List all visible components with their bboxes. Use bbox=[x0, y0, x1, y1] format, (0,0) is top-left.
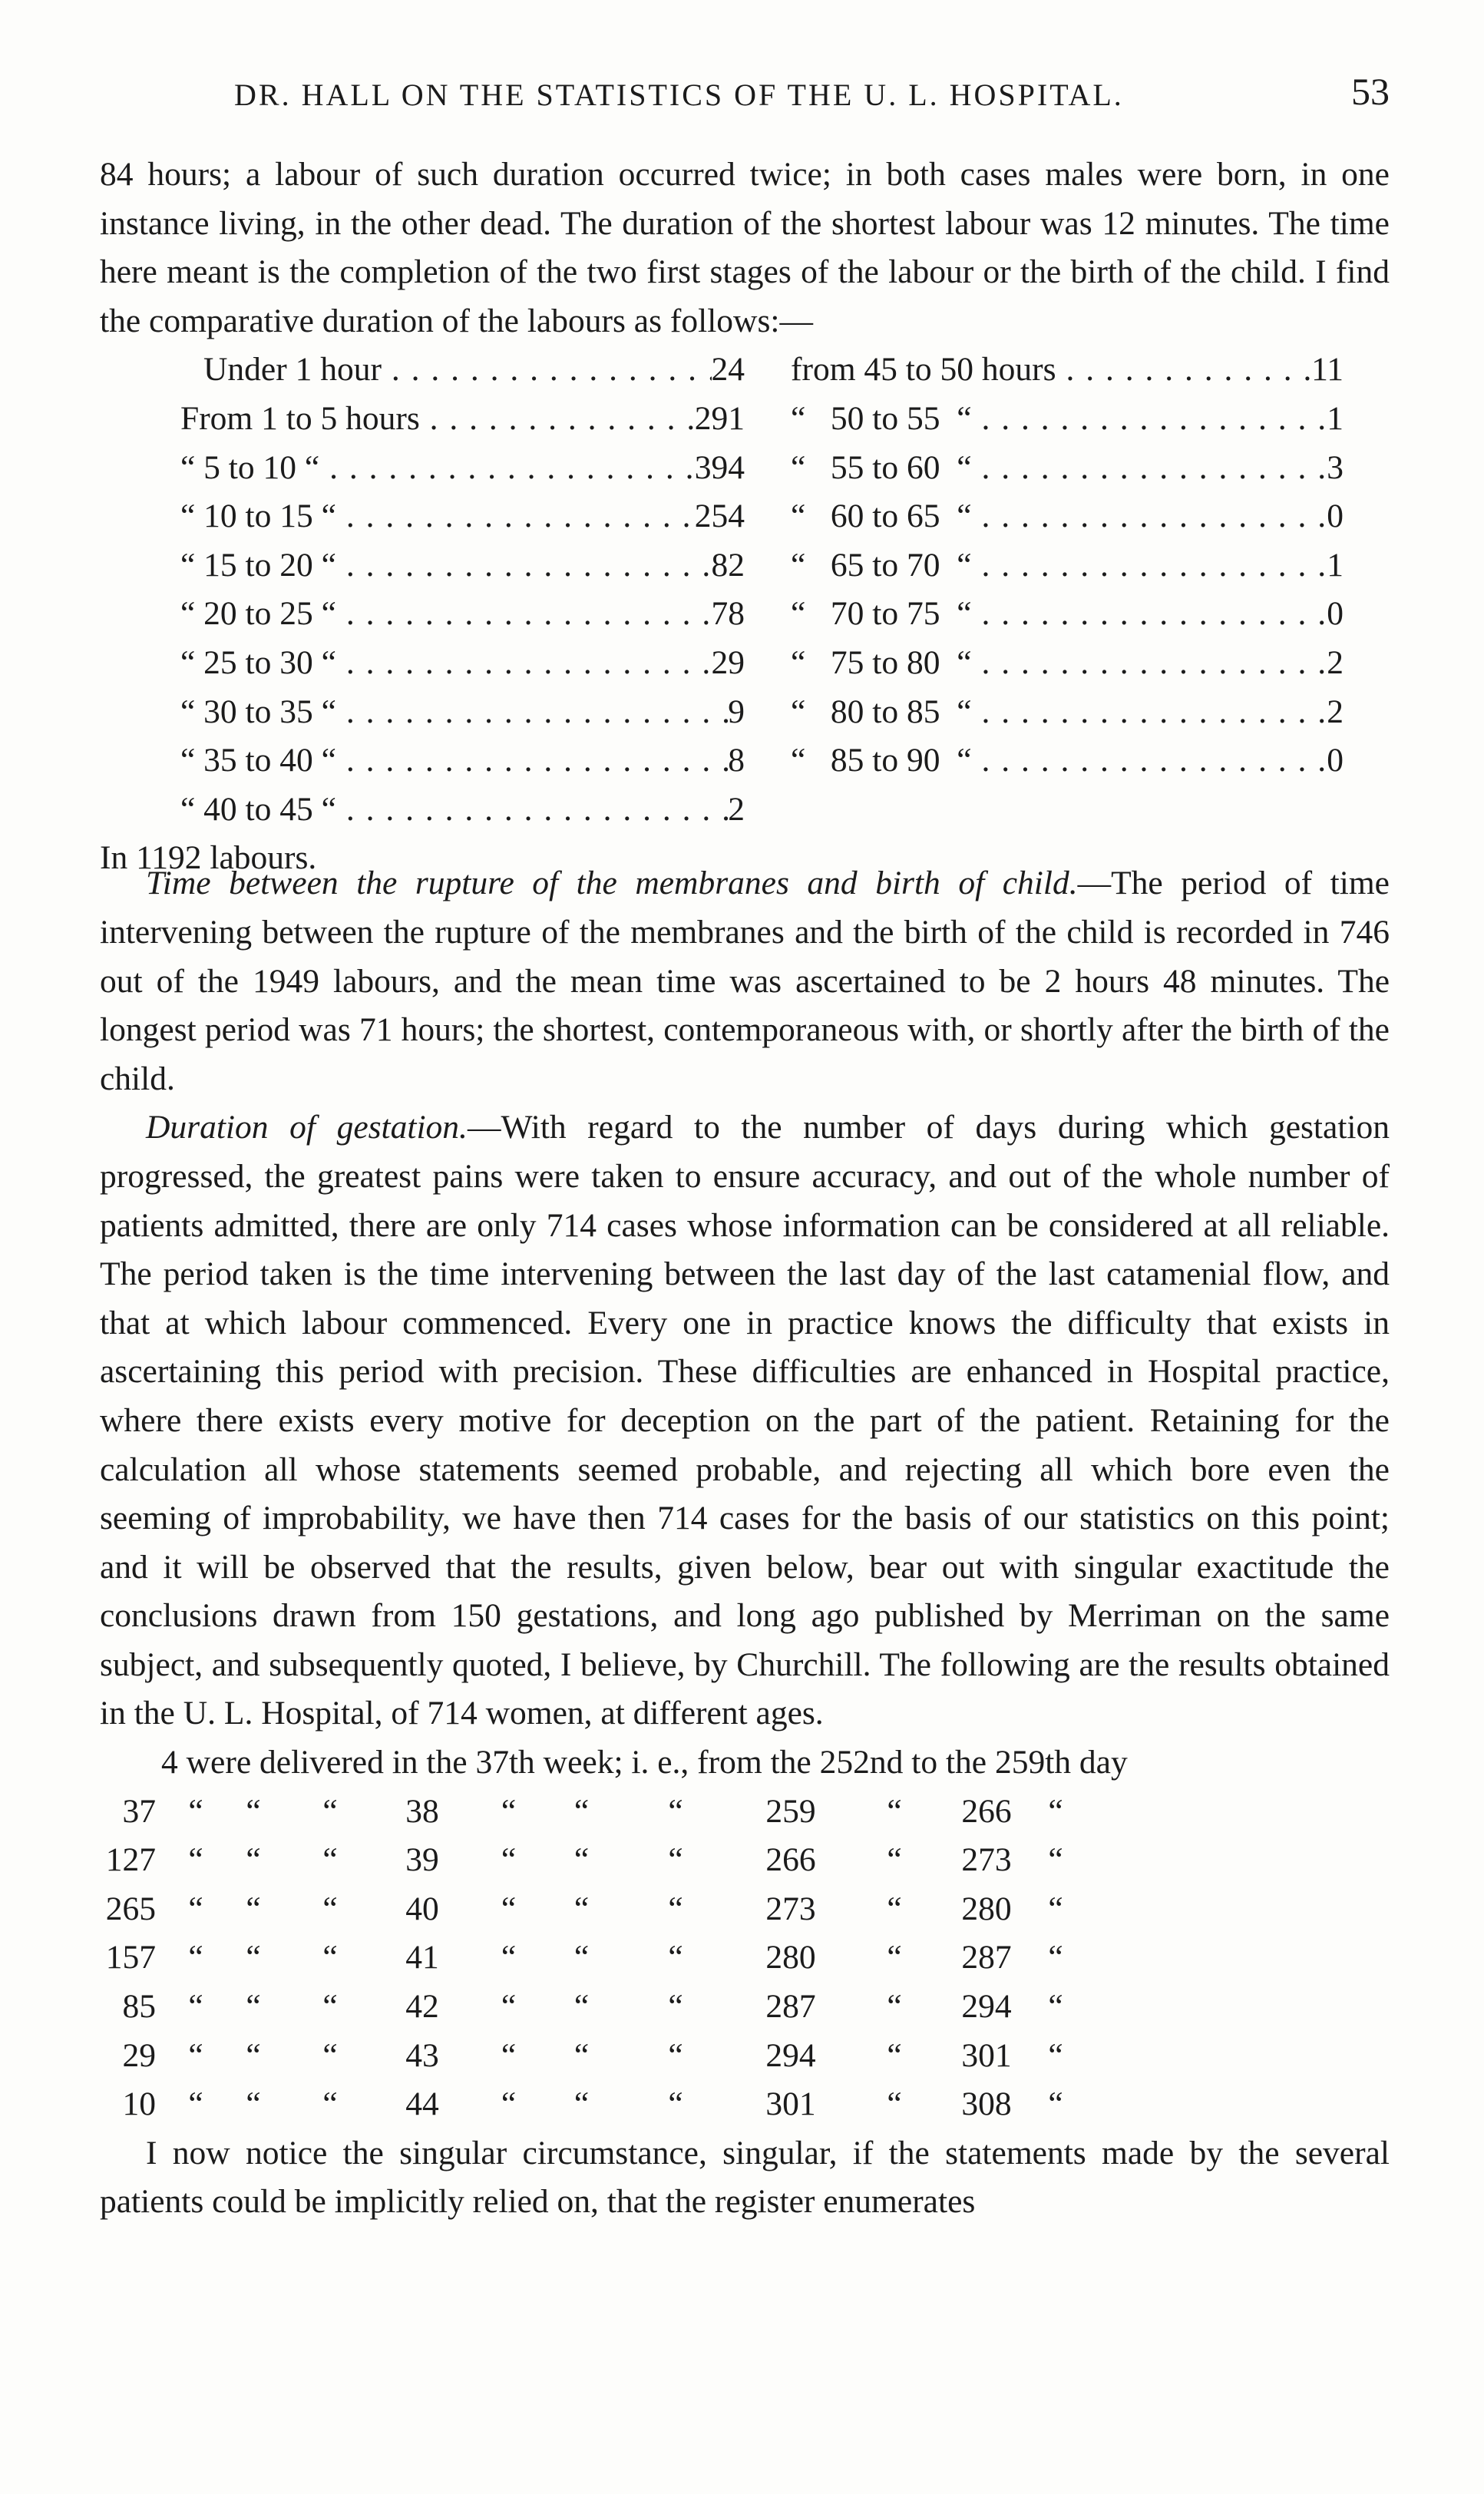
duration-row bbox=[180, 786, 791, 835]
duration-count: 2 bbox=[1327, 643, 1344, 681]
ditto-mark: “ bbox=[887, 1792, 902, 1830]
running-title: DR. HALL ON THE STATISTICS OF THE U. L. HOSPITAL. bbox=[234, 78, 1124, 112]
ditto-mark: “ bbox=[322, 1841, 338, 1879]
ditto-mark: “ bbox=[188, 2086, 203, 2123]
duration-count: 254 bbox=[694, 498, 745, 535]
duration-label: Under 1 hour bbox=[203, 351, 382, 389]
gestation-from-day: 301 bbox=[765, 2086, 816, 2123]
gestation-to-day: 294 bbox=[961, 1988, 1012, 2026]
ditto-mark: “ bbox=[501, 1939, 517, 1976]
gestation-first-line: 4 were delivered in the 37th week; i. e., from the 252nd to the 259th day bbox=[161, 1744, 1128, 1781]
ditto-mark: “ bbox=[668, 1792, 683, 1830]
ditto-mark: “ bbox=[322, 2036, 338, 2074]
duration-count: 1 bbox=[1327, 399, 1344, 437]
ditto-mark: “ bbox=[322, 1988, 338, 2026]
duration-row bbox=[180, 688, 791, 737]
ditto-mark: “ bbox=[573, 1841, 590, 1879]
ditto-mark: “ bbox=[322, 1939, 338, 1976]
duration-count: 24 bbox=[711, 351, 745, 389]
page-header bbox=[100, 60, 1390, 121]
paragraph-text: —With regard to the number of days during which gestation progressed, the greatest pains were taken to ensure accuracy, and out of the whole number of patients admitted, there are only 714 cases whose information can be considered at all reliable. The period taken is the time intervening between the last day of the last catamenial flow, and that at which labour commenced. Every one in practice knows the difficulty that exists in ascertaining this period with precision. These difficulties are enhanced in Hospital practice, where there exists every motive for deception on the part of the patient. Retaining for the calculation all whose statements seemed probable, and rejecting all which bore even the seeming of improbability, we have then 714 cases for the basis of our statistics on this point; and it will be observed that the results, given below, bear out with singular exactitude the conclusions drawn from 150 gestations, and long ago published by Merriman on the same subject, and subsequently quoted, I believe, by Churchill. The following are the results obtained in the U. L. Hospital, of 714 women, at different ages. bbox=[100, 1109, 1390, 1732]
gestation-from-day: 294 bbox=[765, 2036, 816, 2074]
duration-count: 9 bbox=[728, 693, 745, 730]
gestation-count: 37 bbox=[122, 1792, 156, 1830]
duration-label: From 1 to 5 hours bbox=[180, 399, 420, 437]
duration-label: “ 75 to 80 “ bbox=[791, 643, 972, 681]
duration-row bbox=[791, 444, 1390, 493]
ditto-mark: “ bbox=[322, 1890, 338, 1927]
ditto-mark: “ bbox=[322, 1792, 338, 1830]
ditto-mark: “ bbox=[188, 1988, 203, 2026]
ditto-mark: “ bbox=[1048, 1890, 1063, 1927]
duration-count: 11 bbox=[1311, 351, 1344, 389]
gestation-to-day: 273 bbox=[961, 1841, 1012, 1879]
ditto-mark: “ bbox=[188, 2036, 203, 2074]
duration-label: “ 70 to 75 “ bbox=[791, 595, 972, 633]
gestation-to-day: 266 bbox=[961, 1792, 1012, 1830]
gestation-to-day: 308 bbox=[961, 2086, 1012, 2123]
ditto-mark: “ bbox=[887, 1939, 902, 1976]
gestation-week: 38 bbox=[405, 1792, 439, 1830]
duration-label: “ 80 to 85 “ bbox=[791, 693, 972, 730]
duration-count: 0 bbox=[1327, 498, 1344, 535]
paragraph-text: —The period of time intervening between the rupture of the membranes and the birth of the child is recorded in 746 out of the 1949 labours, and the mean time was ascertained to be 2 hours 48 minutes. The longest period was 71 hours; the shortest, contemporaneous with, or shortly after the birth of the child. bbox=[100, 865, 1390, 1097]
ditto-mark: “ bbox=[246, 2086, 261, 2123]
duration-count: 2 bbox=[1327, 693, 1344, 730]
ditto-mark: “ bbox=[1048, 2086, 1063, 2123]
ditto-mark: “ bbox=[1048, 1988, 1063, 2026]
duration-count: 8 bbox=[728, 742, 745, 779]
duration-label: “ 50 to 55 “ bbox=[791, 399, 972, 437]
paragraph-membrane-rupture bbox=[100, 859, 1390, 1103]
gestation-row bbox=[100, 1983, 1390, 2032]
duration-row bbox=[791, 395, 1390, 444]
duration-row bbox=[180, 395, 791, 444]
paragraph-labour-duration: 84 hours; a labour of such duration occurred twice; in both cases males were born, in one instance living, in the other dead. The duration of the shortest labour was 12 minutes. The time here meant is the completion of the two first stages of the labour or the birth of the child. I find the comparative duration of the labours as follows:— bbox=[100, 156, 1390, 339]
duration-label: “ 55 to 60 “ bbox=[791, 448, 972, 486]
duration-count: 78 bbox=[711, 595, 745, 633]
duration-count: 291 bbox=[694, 399, 745, 437]
gestation-row bbox=[100, 2032, 1390, 2081]
gestation-week: 39 bbox=[405, 1841, 439, 1879]
duration-count: 29 bbox=[711, 643, 745, 681]
ditto-mark: “ bbox=[246, 1988, 261, 2026]
duration-label: “ 40 to 45 “ bbox=[180, 790, 336, 828]
ditto-mark: “ bbox=[246, 1841, 261, 1879]
paragraph-register: I now notice the singular circumstance, singular, if the statements made by the several patients could be implicitly relied on, that the register enumerates bbox=[100, 2134, 1390, 2221]
ditto-mark: “ bbox=[573, 1890, 590, 1927]
duration-row bbox=[180, 444, 791, 493]
gestation-week: 43 bbox=[405, 2036, 439, 2074]
duration-row bbox=[180, 541, 791, 590]
gestation-count: 265 bbox=[105, 1890, 156, 1927]
ditto-mark: “ bbox=[668, 1988, 683, 2026]
ditto-mark: “ bbox=[246, 2036, 261, 2074]
gestation-from-day: 280 bbox=[765, 1939, 816, 1976]
body-text bbox=[100, 150, 1390, 2227]
gestation-from-day: 273 bbox=[765, 1890, 816, 1927]
ditto-mark: “ bbox=[501, 2036, 517, 2074]
gestation-to-day: 287 bbox=[961, 1939, 1012, 1976]
ditto-mark: “ bbox=[246, 1890, 261, 1927]
gestation-row bbox=[100, 1885, 1390, 1934]
gestation-row bbox=[100, 1836, 1390, 1885]
ditto-mark: “ bbox=[322, 2086, 338, 2123]
ditto-mark: “ bbox=[887, 1890, 902, 1927]
duration-table-left-column bbox=[100, 346, 791, 877]
duration-count: 0 bbox=[1327, 595, 1344, 633]
ditto-mark: “ bbox=[573, 1792, 590, 1830]
gestation-count: 157 bbox=[105, 1939, 156, 1976]
gestation-from-day: 266 bbox=[765, 1841, 816, 1879]
ditto-mark: “ bbox=[246, 1939, 261, 1976]
ditto-mark: “ bbox=[573, 1988, 590, 2026]
duration-row bbox=[203, 346, 791, 395]
gestation-table bbox=[100, 1738, 1390, 2129]
ditto-mark: “ bbox=[887, 2036, 902, 2074]
duration-row bbox=[791, 736, 1390, 786]
duration-count: 3 bbox=[1327, 448, 1344, 486]
duration-row bbox=[180, 492, 791, 541]
duration-label: “ 60 to 65 “ bbox=[791, 498, 972, 535]
duration-label: “ 10 to 15 “ bbox=[180, 498, 336, 535]
duration-total: In 1192 labours. bbox=[100, 839, 317, 877]
duration-label: “ 30 to 35 “ bbox=[180, 693, 336, 730]
gestation-from-day: 287 bbox=[765, 1988, 816, 2026]
duration-row bbox=[180, 590, 791, 639]
gestation-row bbox=[100, 1933, 1390, 1983]
ditto-mark: “ bbox=[573, 2036, 590, 2074]
gestation-row bbox=[100, 2080, 1390, 2129]
ditto-mark: “ bbox=[188, 1890, 203, 1927]
duration-row bbox=[791, 541, 1390, 590]
ditto-mark: “ bbox=[668, 1939, 683, 1976]
duration-label: “ 85 to 90 “ bbox=[791, 742, 972, 779]
duration-count: 1 bbox=[1327, 546, 1344, 584]
duration-row bbox=[791, 346, 1390, 395]
page-number: 53 bbox=[1351, 70, 1390, 113]
duration-label: “ 65 to 70 “ bbox=[791, 546, 972, 584]
gestation-from-day: 259 bbox=[765, 1792, 816, 1830]
labour-duration-table bbox=[100, 346, 1390, 877]
gestation-row bbox=[100, 1788, 1390, 1837]
gestation-count: 85 bbox=[122, 1988, 156, 2026]
ditto-mark: “ bbox=[573, 2086, 590, 2123]
section-heading: Time between the rupture of the membranes and birth of child. bbox=[146, 865, 1078, 902]
gestation-week: 41 bbox=[405, 1939, 439, 1976]
duration-table-right-column bbox=[791, 346, 1390, 859]
gestation-count: 29 bbox=[122, 2036, 156, 2074]
gestation-week: 42 bbox=[405, 1988, 439, 2026]
ditto-mark: “ bbox=[668, 1841, 683, 1879]
gestation-count: 127 bbox=[105, 1841, 156, 1879]
ditto-mark: “ bbox=[501, 1841, 517, 1879]
duration-row bbox=[791, 639, 1390, 688]
duration-row bbox=[791, 492, 1390, 541]
ditto-mark: “ bbox=[246, 1792, 261, 1830]
ditto-mark: “ bbox=[188, 1792, 203, 1830]
ditto-mark: “ bbox=[573, 1939, 590, 1976]
paragraph-gestation bbox=[100, 1103, 1390, 1738]
ditto-mark: “ bbox=[188, 1841, 203, 1879]
ditto-mark: “ bbox=[1048, 2036, 1063, 2074]
ditto-mark: “ bbox=[668, 2086, 683, 2123]
duration-row bbox=[180, 736, 791, 786]
gestation-count: 10 bbox=[122, 2086, 156, 2123]
ditto-mark: “ bbox=[887, 2086, 902, 2123]
duration-label: “ 5 to 10 “ bbox=[180, 448, 320, 486]
duration-count: 394 bbox=[694, 448, 745, 486]
ditto-mark: “ bbox=[1048, 1841, 1063, 1879]
ditto-mark: “ bbox=[668, 1890, 683, 1927]
duration-row bbox=[180, 639, 791, 688]
ditto-mark: “ bbox=[501, 2086, 517, 2123]
duration-count: 2 bbox=[728, 790, 745, 828]
duration-label: from 45 to 50 hours bbox=[791, 351, 1056, 389]
duration-row bbox=[791, 590, 1390, 639]
ditto-mark: “ bbox=[501, 1792, 517, 1830]
gestation-week: 44 bbox=[405, 2086, 439, 2123]
duration-label: “ 35 to 40 “ bbox=[180, 742, 336, 779]
ditto-mark: “ bbox=[501, 1890, 517, 1927]
ditto-mark: “ bbox=[1048, 1792, 1063, 1830]
ditto-mark: “ bbox=[887, 1841, 902, 1879]
gestation-week: 40 bbox=[405, 1890, 439, 1927]
duration-count: 82 bbox=[711, 546, 745, 584]
duration-label: “ 15 to 20 “ bbox=[180, 546, 336, 584]
duration-label: “ 20 to 25 “ bbox=[180, 595, 336, 633]
duration-row bbox=[791, 688, 1390, 737]
gestation-to-day: 280 bbox=[961, 1890, 1012, 1927]
duration-label: “ 25 to 30 “ bbox=[180, 643, 336, 681]
ditto-mark: “ bbox=[501, 1988, 517, 2026]
gestation-to-day: 301 bbox=[961, 2036, 1012, 2074]
ditto-mark: “ bbox=[668, 2036, 683, 2074]
ditto-mark: “ bbox=[1048, 1939, 1063, 1976]
ditto-mark: “ bbox=[188, 1939, 203, 1976]
section-heading: Duration of gestation. bbox=[146, 1109, 468, 1146]
ditto-mark: “ bbox=[887, 1988, 902, 2026]
duration-count: 0 bbox=[1327, 742, 1344, 779]
